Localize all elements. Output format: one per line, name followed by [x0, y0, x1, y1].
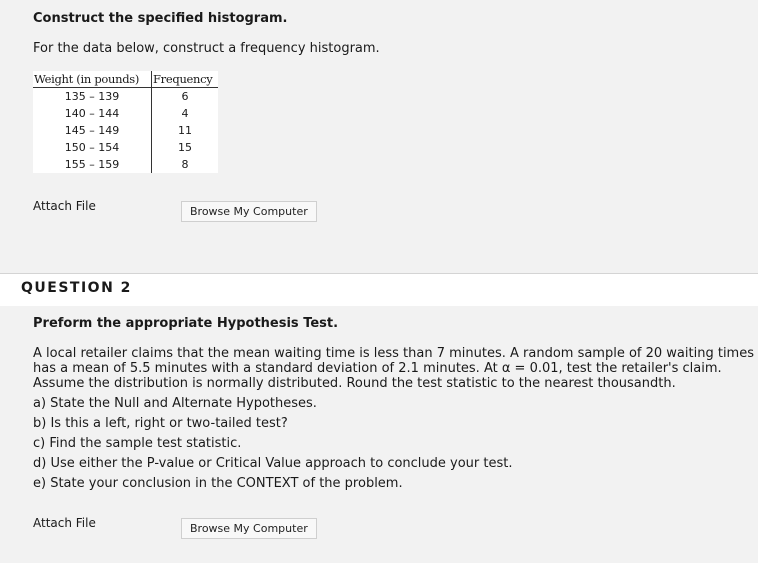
- question-part-d: d) Use either the P-value or Critical Value approach to conclude your test.: [33, 456, 513, 471]
- column-header-weight: Weight (in pounds): [33, 71, 152, 88]
- question-part-a: a) State the Null and Alternate Hypotheses.: [33, 396, 317, 411]
- column-header-frequency: Frequency: [152, 71, 219, 88]
- weight-cell: 150 – 154: [33, 139, 152, 156]
- weight-cell: 135 – 139: [33, 88, 152, 106]
- question-part-b: b) Is this a left, right or two-tailed test?: [33, 416, 288, 431]
- browse-my-computer-button-q1[interactable]: Browse My Computer: [181, 201, 317, 222]
- frequency-cell: 4: [181, 107, 189, 120]
- attach-file-label-q1: Attach File: [33, 199, 96, 213]
- question-2-paragraph: [33, 346, 758, 391]
- paragraph-line: Assume the distribution is normally distributed. Round the test statistic to the nearest thousandth.: [33, 376, 676, 391]
- frequency-cell: 15: [178, 141, 192, 154]
- table-row: [33, 122, 218, 139]
- paragraph-line: has a mean of 5.5 minutes with a standard deviation of 2.1 minutes. At α = 0.01, test the retailer's claim.: [33, 361, 722, 376]
- table-row: [33, 139, 218, 156]
- question-part-e: e) State your conclusion in the CONTEXT of the problem.: [33, 476, 403, 491]
- question-part-c: c) Find the sample test statistic.: [33, 436, 242, 451]
- frequency-cell: 6: [181, 90, 189, 103]
- table-row: [33, 88, 218, 106]
- weight-cell: 145 – 149: [33, 122, 152, 139]
- table-row: [33, 105, 218, 122]
- frequency-cell: 11: [178, 124, 192, 137]
- frequency-table: [33, 71, 218, 173]
- question-2-title: Preform the appropriate Hypothesis Test.: [33, 316, 339, 331]
- browse-my-computer-button-q2[interactable]: Browse My Computer: [181, 518, 317, 539]
- table-header-row: [33, 71, 218, 88]
- table-row: [33, 156, 218, 173]
- weight-cell: 155 – 159: [33, 156, 152, 173]
- question-1-intro: For the data below, construct a frequency histogram.: [33, 41, 380, 56]
- weight-cell: 140 – 144: [33, 105, 152, 122]
- paragraph-line: A local retailer claims that the mean waiting time is less than 7 minutes. A random sample of 20 waiting times: [33, 346, 754, 361]
- question-1-title: Construct the specified histogram.: [33, 11, 288, 26]
- attach-file-label-q2: Attach File: [33, 516, 96, 530]
- frequency-cell: 8: [181, 158, 189, 171]
- question-2-number: QUESTION 2: [21, 280, 132, 296]
